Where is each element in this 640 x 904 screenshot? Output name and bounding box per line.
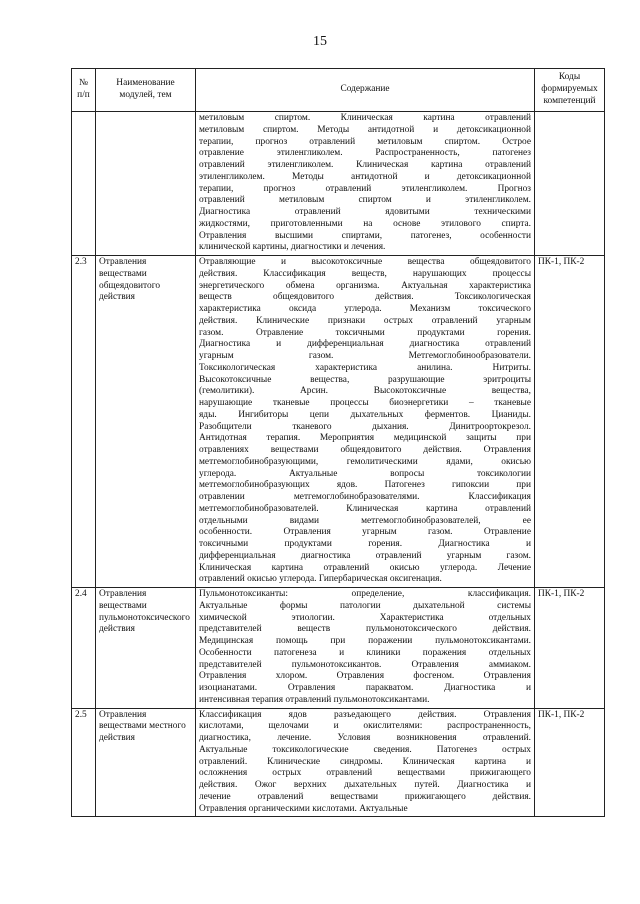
content-line: нарушающие тканевые процессы биоэнергетики – тканевые xyxy=(199,398,531,408)
content-line: Антидотная терапия. Мероприятия медицинской защиты при xyxy=(199,433,531,444)
module-name-line: веществами xyxy=(99,600,147,611)
content-line: действия. Клинические признаки острых отравлений угарным xyxy=(199,315,531,326)
content-line: Диагностика отравлений ядовитыми техническими xyxy=(199,207,531,217)
row-module-name xyxy=(96,708,196,817)
row-number xyxy=(72,112,96,256)
content-line: Отравления органическими кислотами. Актуальные xyxy=(199,803,408,814)
module-name-line: действия xyxy=(99,733,135,743)
content-line: диагностика, лечение. Условия возникновения отравлений. xyxy=(199,733,531,743)
row-competence-codes: ПК-1, ПК-2 xyxy=(535,708,605,817)
header-competence-codes: Коды формируемых компетенций xyxy=(535,69,605,112)
table-header-row xyxy=(72,69,605,112)
content-line: токсичными продуктами горения. Диагностика и xyxy=(199,539,531,549)
content-line: угарным газом. Метгемоглобинообразователи. xyxy=(199,351,531,361)
table-row xyxy=(72,112,605,256)
content-line: энергетического обмена организма. Актуальная характеристика xyxy=(199,280,531,291)
content-line: Отравления хлором. Отравления фосгеном. Отравления xyxy=(199,671,531,682)
module-name-line: Отравления xyxy=(99,257,147,267)
content-line: отравлений окисью углерода. Гипербарическая оксигенация. xyxy=(199,574,442,585)
content-line: характеристика оксида углерода. Механизм токсического xyxy=(199,304,531,314)
curriculum-table xyxy=(71,68,605,817)
content-line: осложнения острых отравлений веществами прижигающего xyxy=(199,768,531,779)
content-line: дифференциальная диагностика отравлений угарным газом. xyxy=(199,550,531,561)
content-line: представителей пульмонотоксикантов. Отравления аммиаком. xyxy=(199,659,531,670)
content-line: отдельными видами метгемоглобинобразователей, ее xyxy=(199,515,531,526)
header-number: № п/п xyxy=(72,69,96,112)
content-line: Пульмонотоксиканты: определение, классификация. xyxy=(199,589,531,599)
content-line: Актуальные формы патологии дыхательной системы xyxy=(199,600,531,611)
content-line: метиловым спиртом. Клиническая картина отравлений xyxy=(199,113,531,123)
row-competence-codes: ПК-1, ПК-2 xyxy=(535,588,605,709)
module-name-line: веществами местного xyxy=(99,721,186,732)
content-line: интенсивная терапия отравлений пульмонотоксикантами. xyxy=(199,694,430,705)
content-line: метиловым спиртом. Методы антидотной и детоксикационной xyxy=(199,124,531,135)
content-line: метгемоглобинобразующими, гемолитическими ядами, окисью xyxy=(199,456,531,467)
row-content xyxy=(196,708,535,817)
content-line: отравлений. Клинические синдромы. Клиническая картина и xyxy=(199,756,531,767)
module-name-line: общеядовитого xyxy=(99,280,161,291)
content-line: (гемолитики). Арсин. Высокотоксичные вещества, xyxy=(199,386,531,397)
content-line: терапии, прогноз отравлений этиленгликолем. Прогноз xyxy=(199,183,531,194)
row-content xyxy=(196,256,535,588)
module-name-line: действия xyxy=(99,624,135,635)
row-competence-codes xyxy=(535,112,605,256)
content-line: углерода. Актуальные вопросы токсикологии xyxy=(199,468,531,479)
content-line: Классификация ядов разъедающего действия. Отравления xyxy=(199,709,531,720)
content-line: Отравления высшими спиртами, патогенез, особенности xyxy=(199,230,531,241)
header-content: Содержание xyxy=(196,69,535,112)
content-line: метгемоглобинобразователей. Клиническая картина отравлений xyxy=(199,503,531,514)
table-row xyxy=(72,256,605,588)
content-line: яды. Ингибиторы цепи дыхательных ферментов. Цианиды. xyxy=(199,409,531,420)
content-line: клинической картины, диагностики и лечения. xyxy=(199,242,386,253)
content-line: Высокотоксичные вещества, разрушающие эритроциты xyxy=(199,374,531,385)
content-line: действия. Ожог верхних дыхательных путей. Диагностика и xyxy=(199,780,531,790)
content-line: газом. Отравление токсичными продуктами горения. xyxy=(199,327,531,338)
content-line: отравлении метгемоглобинобразователями. Классификация xyxy=(199,492,531,502)
module-name-line: действия xyxy=(99,292,135,303)
row-content xyxy=(196,112,535,256)
content-line: Диагностика и дифференциальная диагностика отравлений xyxy=(199,339,531,350)
content-line: Особенности патогенеза и клиники поражения отдельных xyxy=(199,647,531,658)
module-name-line: Отравления xyxy=(99,709,147,720)
content-line: представителей веществ пульмонотоксического действия. xyxy=(199,624,531,635)
content-line: жидкостями, приготовленными на основе этилового спирта. xyxy=(199,218,531,229)
table-row xyxy=(72,588,605,709)
content-line: отравлений этиленгликолем. Клиническая картина отравлений xyxy=(199,160,531,170)
header-module-name: Наименование модулей, тем xyxy=(96,69,196,112)
content-line: метгемоглобинобразующих ядов. Патогенез гипоксии при xyxy=(199,480,531,491)
row-module-name xyxy=(96,588,196,709)
row-number: 2.4 xyxy=(72,588,96,709)
module-name-line: веществами xyxy=(99,268,147,279)
content-line: терапии, прогноз отравлений метиловым спиртом. Острое xyxy=(199,136,531,147)
page-number: 15 xyxy=(313,34,327,49)
row-competence-codes: ПК-1, ПК-2 xyxy=(535,256,605,588)
content-line: действия. Классификация веществ, нарушающих процессы xyxy=(199,268,531,279)
content-line: Актуальные токсикологические сведения. Патогенез острых xyxy=(199,744,531,755)
table-row xyxy=(72,708,605,817)
content-line: изоцианатами. Отравления паракватом. Диагностика и xyxy=(199,683,531,693)
content-line: веществ общеядовитого действия. Токсикологическая xyxy=(199,292,531,303)
row-number: 2.3 xyxy=(72,256,96,588)
content-line: Отравляющие и высокотоксичные вещества общеядовитого xyxy=(199,257,531,267)
module-name-line: Отравления xyxy=(99,589,147,599)
module-name-line: пульмонотоксического xyxy=(99,612,190,623)
content-line: кислотами, щелочами и окислителями: распространенность, xyxy=(199,721,531,732)
content-line: Токсикологическая характеристика анилина. Нитриты. xyxy=(199,362,531,373)
content-line: этиленгликолем. Методы антидотной и детоксикационной xyxy=(199,171,531,182)
content-line: Клиническая картина отравлений окисью углерода. Лечение xyxy=(199,562,531,573)
row-module-name xyxy=(96,112,196,256)
content-line: Медицинская помощь при поражении пульмонотоксикантами. xyxy=(199,636,531,646)
content-line: химической этиологии. Характеристика отдельных xyxy=(199,612,531,623)
row-content xyxy=(196,588,535,709)
content-line: отравлений метиловым спиртом и этиленгликолем. xyxy=(199,195,531,206)
content-line: отравлениях веществами общеядовитого действия. Отравления xyxy=(199,445,531,455)
content-line: Разобщители тканевого дыхания. Динитроортокрезол. xyxy=(199,421,531,432)
content-line: особенности. Отравления угарным газом. Отравление xyxy=(199,527,531,538)
content-line: лечение отравлений веществами прижигающего действия. xyxy=(199,791,531,802)
row-module-name xyxy=(96,256,196,588)
content-line: отравление этиленгликолем. Распространенность, патогенез xyxy=(199,148,531,159)
row-number: 2.5 xyxy=(72,708,96,817)
